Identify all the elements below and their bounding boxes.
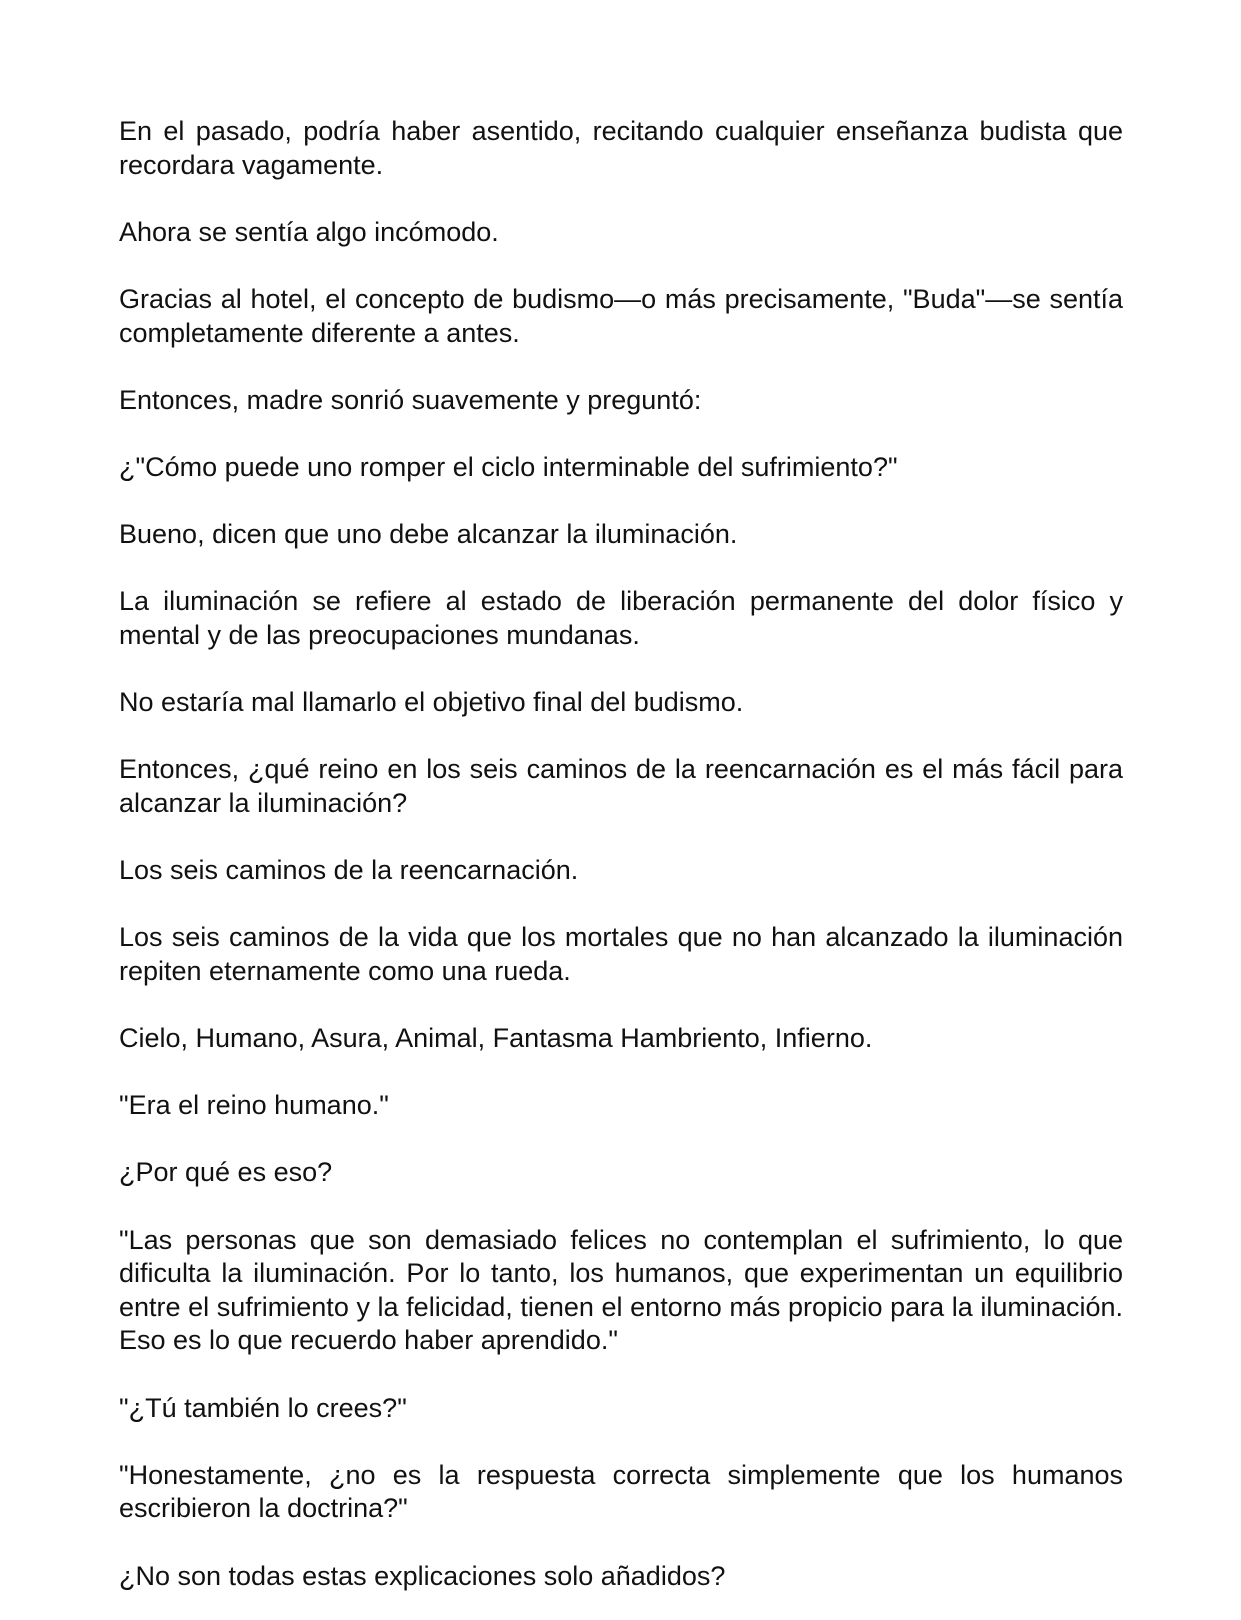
paragraph: No estaría mal llamarlo el objetivo final del budismo. — [119, 687, 744, 718]
paragraph: Los seis caminos de la vida que los mortales que no han alcanzado la iluminación repiten eternamente como una rueda. — [119, 922, 1123, 986]
paragraph: La iluminación se refiere al estado de liberación permanente del dolor físico y mental y de las preocupaciones mundanas. — [119, 586, 1123, 650]
paragraph: ¿"Cómo puede uno romper el ciclo interminable del sufrimiento?" — [119, 451, 898, 482]
paragraph: En el pasado, podría haber asentido, recitando cualquier enseñanza budista que recordara vagamente. — [119, 116, 1123, 180]
paragraph: Entonces, ¿qué reino en los seis caminos de la reencarnación es el más fácil para alcanzar la iluminación? — [119, 754, 1123, 818]
paragraph: "Honestamente, ¿no es la respuesta correcta simplemente que los humanos escribieron la doctrina?" — [119, 1459, 1123, 1524]
paragraph: ¿Por qué es eso? — [119, 1157, 333, 1188]
paragraph: Ahora se sentía algo incómodo. — [119, 216, 499, 247]
body-text — [119, 115, 1123, 1593]
paragraph: "Era el reino humano." — [119, 1090, 389, 1121]
paragraph: ¿No son todas estas explicaciones solo añadidos? — [119, 1560, 726, 1591]
paragraph: Los seis caminos de la reencarnación. — [119, 855, 579, 886]
paragraph: Bueno, dicen que uno debe alcanzar la iluminación. — [119, 519, 738, 550]
paragraph: Cielo, Humano, Asura, Animal, Fantasma Hambriento, Infierno. — [119, 1023, 873, 1054]
paragraph: "Las personas que son demasiado felices no contemplan el sufrimiento, lo que dificulta la iluminación. Por lo tanto, los humanos, que experimentan un equilibrio entre el sufrimiento y la felicidad, tienen el entorno más propicio para la iluminación. Eso es lo que recuerdo haber aprendido." — [119, 1224, 1123, 1356]
paragraph: "¿Tú también lo crees?" — [119, 1392, 407, 1423]
paragraph: Entonces, madre sonrió suavemente y preguntó: — [119, 384, 702, 415]
paragraph: Gracias al hotel, el concepto de budismo—o más precisamente, "Buda"—se sentía completamente diferente a antes. — [119, 283, 1123, 348]
